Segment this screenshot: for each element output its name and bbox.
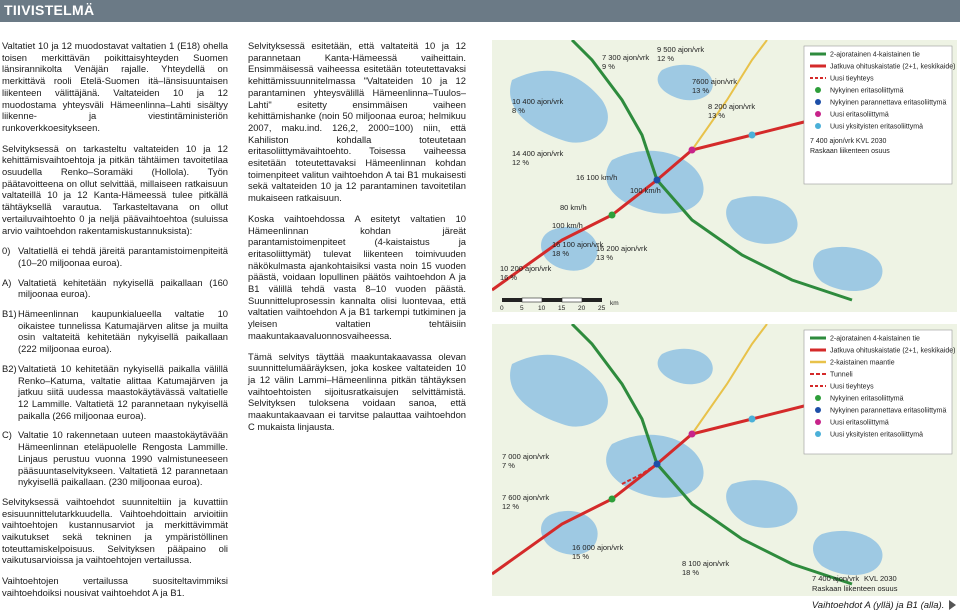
interchange-marker (654, 461, 661, 468)
map-legend (804, 330, 955, 454)
list-text: Valtatiellä ei tehdä järeitä parantamistoimenpiteitä (10–20 miljoonaa euroa). (18, 245, 228, 268)
interchange-marker (749, 132, 756, 139)
map-legend (804, 46, 955, 184)
traffic-label: 12 % (502, 502, 520, 511)
legend-label: Uusi yksityisten eritasoliittymä (830, 123, 923, 131)
legend-label: Uusi tieyhteys (830, 383, 874, 391)
paragraph: Vaihtoehtojen vertailussa suositeltavimmiksi vaihtoehdoiksi nousivat vaihtoehdot A ja B1. (2, 575, 228, 598)
interchange-marker (689, 147, 696, 154)
interchange-marker (749, 416, 756, 423)
paragraph: Koska vaihtoehdossa A esitetyt valtatien 10 Hämeenlinnan kohdan järeät parantamistoimenpiteet (4-kaistaistus ja eritasoliittymät) tulevat liikenteen toimivuuden näkökulmasta ajankohtaisiksi vasta noin 15 vuoden päästä, voidaan lopullinen päätös vaihtoehdon A ja B1 välillä tehdä vasta 8–10 vuoden päästä. Suunnitteluprosessin kannalta olisi luontevaa, että valtatien vaihtoehdon A ja B1 tarkempi tutkiminen ja yleisen valtatien tehtäisiin maakuntakaavaluonnosvaiheessa. (248, 212, 466, 341)
map-alternative-a (492, 40, 957, 312)
traffic-label: 12 % (512, 158, 530, 167)
legend-label: Uusi tieyhteys (830, 75, 874, 83)
legend-label: Jatkuva ohituskaistatie (2+1, keskikaide) (830, 347, 956, 355)
legend-label: 2-ajoratainen 4-kaistainen tie (830, 51, 920, 59)
list-key: B2) (2, 362, 17, 374)
legend-label: 2-ajoratainen 4-kaistainen tie (830, 335, 920, 343)
traffic-label: 13 % (692, 86, 710, 95)
legend-label: 2-kaistainen maantie (830, 359, 895, 367)
legend-label: Nykyinen parannettava eritasoliittymä (830, 407, 947, 415)
scale-segment (522, 298, 542, 302)
legend-label: Nykyinen eritasoliittymä (830, 395, 904, 403)
speed-label: 100 km/h (630, 186, 661, 195)
traffic-label: 7 300 ajon/vrk (602, 53, 650, 62)
legend-symbol (815, 111, 821, 117)
legend-label: Nykyinen eritasoliittymä (830, 87, 904, 95)
list-text: Valtatie 10 rakennetaan uuteen maastokäytävään Hämeenlinnan eteläpuolelle Rengosta Lammille. Linjaus perustuu vuonna 1990 valmistuneeseen pääsuuntaselvitykseen. Valtatietä 12 parannetaan nykyisellä paikallaan. (230 miljoonaa euroa). (18, 429, 228, 488)
list-key: 0) (2, 245, 11, 257)
scale-label: 20 (578, 305, 586, 312)
legend-label: Uusi yksityisten eritasoliittymä (830, 431, 923, 439)
list-key: B1) (2, 308, 17, 320)
speed-label: 16 100 km/h (576, 173, 618, 182)
traffic-label: 16 200 ajon/vrk (596, 244, 648, 253)
interchange-marker (609, 496, 616, 503)
paragraph: Selvityksessä esitetään, että valtateitä 10 ja 12 parannetaan Kanta-Hämeessä vaiheittain. Ensimmäisessä vaiheessa esitetään toteutettavaksi kehittämissuunnitelmassa "Valtateiden 10 ja 12 parantaminen yhteysvälillä Hämeenlinna–Tuulos–Lahti" esitetty ensimmäisen vaiheen kehittämishanke (noin 50 miljoonaa euroa; helmikuu 2007, maku.ind. 126,2, 2000=100) niin, että Kahiliston kohdalla toteutetaan eritasoliittymävaihtoehto. Toisessa vaiheessa esitetään toteutettavaksi Hämeenlinnan kohdan toimenpiteet valitun vaihtoehdon A tai B1 mukaisesti sekä valtateiden 10 ja 12 parantaminen tavoitetilan mukaiseen ratkaisuun. (248, 40, 466, 204)
legend-label: Tunneli (830, 371, 853, 379)
legend-symbol (815, 419, 821, 425)
traffic-label: 8 100 ajon/vrk (682, 559, 730, 568)
list-text: Valtatietä 10 kehitetään nykyisellä paikalla välillä Renko–Katuma, valtatie alittaa Katumajärven ja jatkuu siitä uudessa maastokäytävässä valtatielle 12 Lammille. Valtatietä 12 parannetaan nykyisellä paikalla (266 miljoonaa euroa). (18, 362, 228, 421)
traffic-label: 13 % (596, 253, 614, 262)
list-text: Valtatietä kehitetään nykyisellä paikallaan (160 miljoonaa euroa). (18, 276, 228, 300)
scale-segment (582, 298, 602, 302)
paragraph: Selvityksessä on tarkasteltu valtateiden 10 ja 12 kehittämisvaihtoehtoja ja pitkän tähtäimen tavoitetilaa osuudella Renko–Soramäki (Hollola). Työn päätavoitteena on ollut selvittää, millaiseen ratkaisuun valtateillä 10 ja 12 Kanta-Hämeessä tulee pitkällä tähtäyksellä varautua. Tarkasteltavana on ollut vertailuvaihtoehto 0 ja neljä päävaihtoehtoa (suluissa arvio vaihtoehdon rakentamiskustannuksista): (2, 142, 228, 236)
map-alternative-b1 (492, 324, 957, 596)
paragraph: Valtatiet 10 ja 12 muodostavat valtatien 1 (E18) ohella toisen merkittävän poikittaisyhteyden Suomen länsirannikolta Venäjän rajalle. Yhteydellä on merkittävä rooli Etelä-Suomen itä–länsisuuntaisen liikenteen välittäjänä. Valtateiden 10 ja 12 muodostama yhteysväli Hämeenlinna–Lahti sisältyy liikenne- ja viestintäministeriön runkoverkkoesitykseen. (2, 40, 228, 133)
caption-arrow-icon (949, 600, 956, 610)
traffic-label: 16 000 ajon/vrk (572, 543, 624, 552)
scale-label: 10 (538, 305, 546, 312)
traffic-label: 7 600 ajon/vrk (502, 493, 550, 502)
list-item (2, 245, 228, 268)
interchange-marker (654, 177, 661, 184)
legend-label: Jatkuva ohituskaistatie (2+1, keskikaide) (830, 63, 956, 71)
traffic-label: 8 200 ajon/vrk (708, 102, 756, 111)
traffic-label: 7 400 ajon/vrk (812, 574, 860, 583)
legend-label: Raskaan liikenteen osuus (810, 148, 890, 155)
paragraph: Selvityksessä vaihtoehdot suunniteltiin ja kuvattiin esisuunnittelutarkkuudella. Vaihtoehdoittain arvioitiin vaihtoehtojen kustannusarviot ja merkittävimmät vaikutukset sekä tekninen ja ympäristöllinen toteuttamiskelpoisuus. Selvityksen pääpaino oli vaikutusarvioissa ja vaihtoehtojen vertailussa. (2, 495, 228, 566)
scale-label: 25 (598, 305, 606, 312)
text-column-middle (248, 40, 466, 442)
traffic-label: Raskaan liikenteen osuus (812, 584, 898, 593)
scale-label: 5 (520, 305, 524, 312)
caption-text: Vaihtoehdot A (yllä) ja B1 (alla). (811, 600, 945, 611)
scale-label: 0 (500, 305, 504, 312)
scale-label: 15 (558, 305, 566, 312)
legend-label: Uusi eritasoliittymä (830, 419, 889, 427)
legend-symbol (815, 407, 821, 413)
legend-label: 7 400 ajon/vrk KVL 2030 (810, 138, 887, 145)
page-header (0, 0, 960, 22)
legend-symbol (815, 395, 821, 401)
traffic-label: 12 % (657, 54, 675, 63)
list-item (2, 429, 228, 488)
legend-label: Uusi eritasoliittymä (830, 111, 889, 119)
list-key: C) (2, 429, 12, 441)
traffic-label: 9 500 ajon/vrk (657, 45, 705, 54)
page-title: TIIVISTELMÄ (4, 2, 95, 18)
traffic-label: 10 400 ajon/vrk (512, 97, 564, 106)
figure-caption (700, 600, 956, 611)
traffic-label: 7 % (502, 461, 515, 470)
speed-label: 80 km/h (560, 203, 587, 212)
scale-segment (502, 298, 522, 302)
traffic-label: 7 000 ajon/vrk (502, 452, 550, 461)
list-item (2, 308, 228, 355)
traffic-label: 18 % (552, 249, 570, 258)
traffic-label: 16 100 ajon/vrk (552, 240, 604, 249)
list-item (2, 277, 228, 300)
paragraph: Tämä selvitys täyttää maakuntakaavassa olevan suunnittelumääräyksen, joka koskee valtateiden 10 ja 12 välin Lammi–Hämeenlinna pitkän tähtäyksen vaihtoehtoisten sijoitusratkaisujen selvittämistä. Selvityksen tuloksena voidaan sanoa, että maakuntakaavaan ei tarvitse palauttaa vaihtoehdon C mukaista linjausta. (248, 350, 466, 432)
legend-label: Nykyinen parannettava eritasoliittymä (830, 99, 947, 107)
interchange-marker (689, 431, 696, 438)
legend-symbol (815, 431, 821, 437)
traffic-label: 15 % (572, 552, 590, 561)
list-item (2, 363, 228, 422)
speed-label: 100 km/h (552, 221, 583, 230)
legend-symbol (815, 123, 821, 129)
traffic-label: 13 % (708, 111, 726, 120)
legend-symbol (815, 99, 821, 105)
traffic-label: 16 % (500, 273, 518, 282)
traffic-label: 9 % (602, 62, 615, 71)
traffic-label: 14 400 ajon/vrk (512, 149, 564, 158)
scale-unit: km (610, 300, 619, 307)
traffic-label: KVL 2030 (864, 574, 897, 583)
traffic-label: 8 % (512, 106, 525, 115)
traffic-label: 10 200 ajon/vrk (500, 264, 552, 273)
list-key: A) (2, 276, 12, 288)
interchange-marker (609, 212, 616, 219)
traffic-label: 18 % (682, 568, 700, 577)
traffic-label: 7600 ajon/vrk (692, 77, 738, 86)
legend-symbol (815, 87, 821, 93)
list-text: Hämeenlinnan kaupunkialueella valtatie 10 oikaistee tunnelissa Katumajärven alitse ja muilta osin valtateitä kehitetään nykyisellä paikallaan (222 miljoonaa euroa). (18, 308, 228, 355)
scale-segment (542, 298, 562, 302)
text-column-left (2, 40, 228, 608)
scale-segment (562, 298, 582, 302)
